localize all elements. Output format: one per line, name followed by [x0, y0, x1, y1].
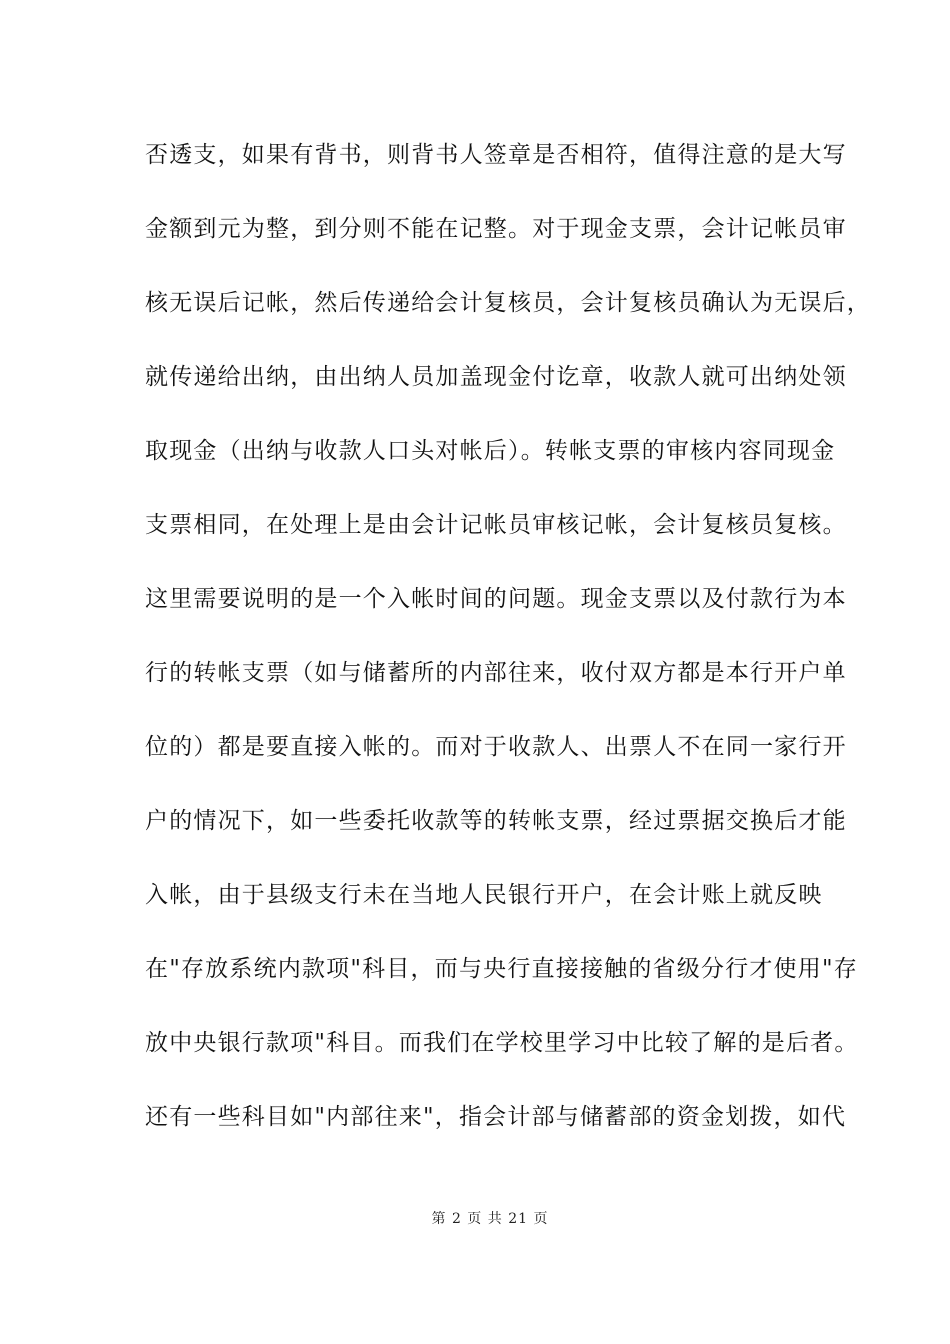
body-text-line: 这里需要说明的是一个入帐时间的问题。现金支票以及付款行为本	[145, 586, 847, 612]
body-text-line: 入帐，由于县级支行未在当地人民银行开户，在会计账上就反映	[145, 882, 823, 908]
body-text-line: 在"存放系统内款项"科目，而与央行直接接触的省级分行才使用"存	[145, 956, 858, 982]
body-text-line: 就传递给出纳，由出纳人员加盖现金付讫章，收款人就可出纳处领	[145, 364, 847, 390]
body-text-line: 核无误后记帐，然后传递给会计复核员，会计复核员确认为无误后，	[145, 290, 871, 316]
body-text-line: 行的转帐支票（如与储蓄所的内部往来，收付双方都是本行开户单	[145, 660, 847, 686]
body-text-line: 支票相同，在处理上是由会计记帐员审核记帐，会计复核员复核。	[145, 512, 847, 538]
body-text-line: 取现金（出纳与收款人口头对帐后）。转帐支票的审核内容同现金	[145, 438, 836, 464]
body-text-line: 否透支，如果有背书，则背书人签章是否相符，值得注意的是大写	[145, 142, 847, 168]
body-text-line: 位的）都是要直接入帐的。而对于收款人、出票人不在同一家行开	[145, 734, 847, 760]
body-text-line: 放中央银行款项"科目。而我们在学校里学习中比较了解的是后者。	[145, 1030, 859, 1056]
body-text-line: 金额到元为整，到分则不能在记整。对于现金支票，会计记帐员审	[145, 216, 847, 242]
page-number-footer: 第 2 页 共 21 页	[431, 1211, 549, 1227]
body-text-line: 户的情况下，如一些委托收款等的转帐支票，经过票据交换后才能	[145, 808, 847, 834]
body-text-line: 还有一些科目如"内部往来"，指会计部与储蓄部的资金划拨，如代	[145, 1104, 847, 1130]
